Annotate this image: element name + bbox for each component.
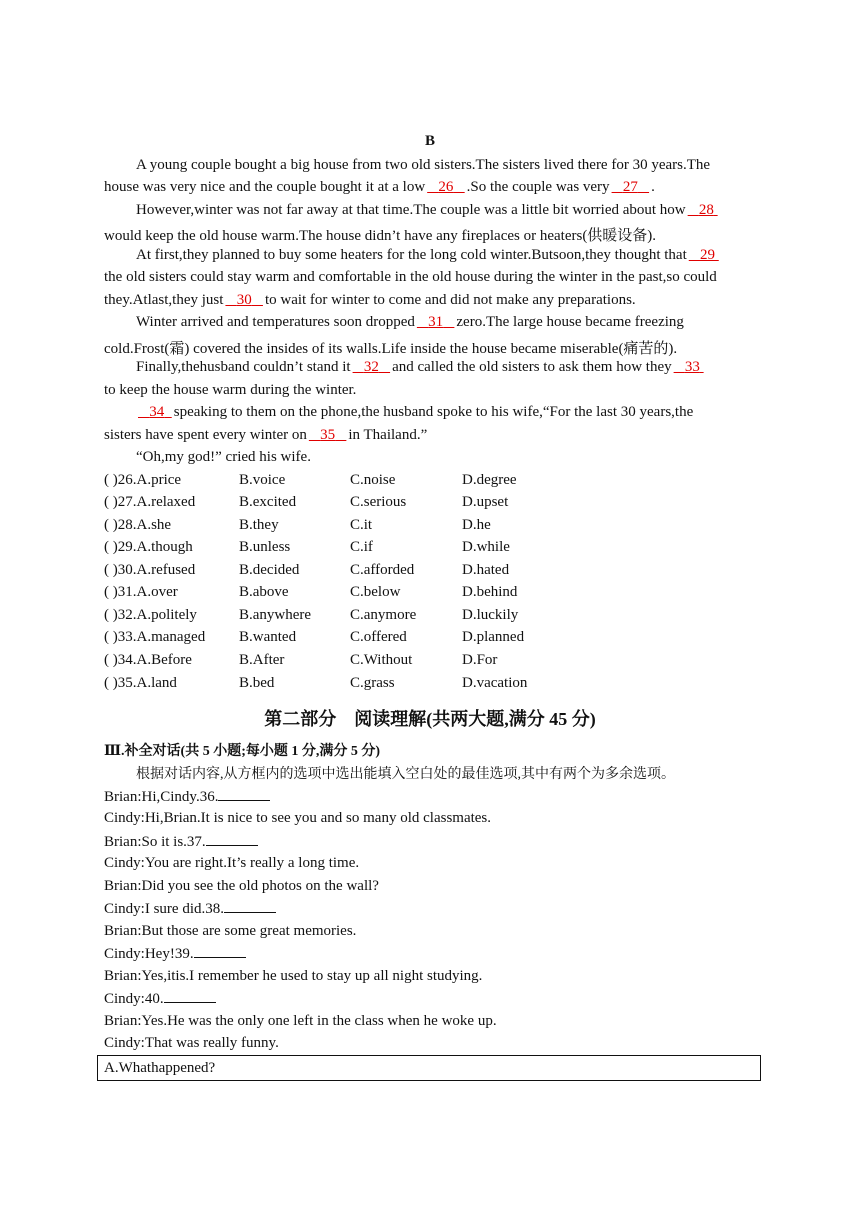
- passage-text: house was very nice and the couple bought it at a low: [104, 179, 426, 195]
- option-c: C.it: [350, 517, 373, 533]
- question-stem: ( )29.A.though: [104, 539, 193, 555]
- question-stem: ( )28.A.she: [104, 517, 172, 533]
- passage-text: sisters have spent every winter on: [104, 427, 307, 443]
- option-c: C.grass: [350, 675, 395, 691]
- dialog-line: Cindy:I sure did.38.: [104, 900, 276, 918]
- answer-blank-34: 34: [149, 404, 165, 420]
- option-d: D.behind: [462, 584, 518, 600]
- option-c: C.serious: [350, 494, 407, 510]
- dialog-line: Cindy:That was really funny.: [104, 1035, 279, 1051]
- dialog-line: Brian:So it is.37.: [104, 833, 258, 851]
- passage-line: [104, 292, 636, 309]
- option-d: D.For: [462, 652, 498, 668]
- question-stem: ( )30.A.refused: [104, 562, 196, 578]
- passage-line: [136, 202, 720, 219]
- section-instruction: 根据对话内容,从方框内的选项中选出能填入空白处的最佳选项,其中有两个为多余选项。: [136, 767, 675, 782]
- question-stem: ( )26.A.price: [104, 472, 182, 488]
- dialog-line: Cindy:You are right.It’s really a long time.: [104, 855, 360, 871]
- answer-blank-29: 29: [700, 247, 715, 263]
- option-a: A.Whathappened?: [104, 1060, 216, 1076]
- answer-blank-30: 30: [236, 292, 252, 308]
- passage-line: the old sisters could stay warm and comfortable in the old house during the winter in the past,so could: [104, 269, 717, 285]
- answer-blank-28: 28: [698, 202, 714, 218]
- option-d: D.hated: [462, 562, 510, 578]
- passage-text: .So the couple was very: [466, 179, 610, 195]
- option-d: D.luckily: [462, 607, 519, 623]
- option-d: D.he: [462, 517, 491, 533]
- passage-text: Winter arrived and temperatures soon dropped: [136, 314, 415, 330]
- passage-line: [136, 359, 706, 376]
- passage-title: B: [424, 133, 435, 149]
- question-stem: ( )31.A.over: [104, 584, 178, 600]
- option-b: B.they: [239, 517, 279, 533]
- passage-line: [136, 404, 693, 421]
- option-c: C.Without: [350, 652, 413, 668]
- option-c: C.afforded: [350, 562, 415, 578]
- passage-text: At first,they planned to buy some heaters for the long cold winter.Butsoon,they thought that: [136, 247, 687, 263]
- option-d: D.while: [462, 539, 510, 555]
- option-b: B.decided: [239, 562, 300, 578]
- answer-blank-35: 35: [320, 427, 336, 443]
- dialog-line: Cindy:40.: [104, 990, 216, 1008]
- dialog-line: Brian:Hi,Cindy.36.: [104, 788, 270, 806]
- option-b: B.anywhere: [239, 607, 312, 623]
- options-box: [97, 1055, 761, 1081]
- passage-line: “Oh,my god!” cried his wife.: [136, 449, 311, 465]
- answer-blank-32: 32: [363, 359, 379, 375]
- dialog-line: Brian:But those are some great memories.: [104, 923, 357, 939]
- option-c: C.noise: [350, 472, 396, 488]
- question-stem: ( )27.A.relaxed: [104, 494, 196, 510]
- answer-blank-26: 26: [438, 179, 454, 195]
- section-heading: Ⅲ.补全对话(共 5 小题;每小题 1 分,满分 5 分): [104, 744, 381, 759]
- dialog-line: Brian:Yes.He was the only one left in the class when he woke up.: [104, 1013, 497, 1029]
- dialog-line: Cindy:Hi,Brian.It is nice to see you and so many old classmates.: [104, 810, 492, 826]
- passage-text: .: [651, 179, 655, 195]
- passage-line: [136, 247, 721, 264]
- option-b: B.wanted: [239, 629, 297, 645]
- passage-line: [136, 314, 684, 331]
- option-d: D.degree: [462, 472, 517, 488]
- option-c: C.below: [350, 584, 401, 600]
- question-stem: ( )32.A.politely: [104, 607, 197, 623]
- option-b: B.excited: [239, 494, 297, 510]
- passage-text: and called the old sisters to ask them how they: [392, 359, 672, 375]
- passage-line: [104, 427, 427, 444]
- option-b: B.above: [239, 584, 289, 600]
- answer-blank-31: 31: [428, 314, 444, 330]
- passage-text: However,winter was not far away at that time.The couple was a little bit worried about how: [136, 202, 686, 218]
- passage-text: speaking to them on the phone,the husband spoke to his wife,“For the last 30 years,the: [173, 404, 694, 420]
- passage-line: [104, 179, 655, 196]
- passage-line: A young couple bought a big house from two old sisters.The sisters lived there for 30 years.The: [136, 157, 711, 173]
- passage-line: would keep the old house warm.The house didn’t have any fireplaces or heaters(供暖设备).: [104, 228, 657, 244]
- passage-line: to keep the house warm during the winter.: [104, 382, 357, 398]
- option-d: D.planned: [462, 629, 525, 645]
- option-b: B.After: [239, 652, 285, 668]
- passage-line: cold.Frost(霜) covered the insides of its walls.Life inside the house became miserable(痛苦的).: [104, 341, 678, 357]
- passage-text: zero.The large house became freezing: [456, 314, 684, 330]
- dialog-line: Cindy:Hey!39.: [104, 945, 246, 963]
- option-d: D.upset: [462, 494, 509, 510]
- passage-text: they.Atlast,they just: [104, 292, 224, 308]
- part-heading: 第二部分 阅读理解(共两大题,满分 45 分): [264, 709, 596, 729]
- dialog-line: Brian:Did you see the old photos on the wall?: [104, 878, 379, 894]
- option-b: B.unless: [239, 539, 291, 555]
- passage-text: in Thailand.”: [348, 427, 428, 443]
- option-c: C.offered: [350, 629, 407, 645]
- option-c: C.anymore: [350, 607, 417, 623]
- answer-blank-33: 33: [684, 359, 700, 375]
- dialog-line: Brian:Yes,itis.I remember he used to stay up all night studying.: [104, 968, 483, 984]
- passage-text: to wait for winter to come and did not make any preparations.: [264, 292, 636, 308]
- question-stem: ( )35.A.land: [104, 675, 177, 691]
- option-b: B.voice: [239, 472, 286, 488]
- question-stem: ( )33.A.managed: [104, 629, 206, 645]
- answer-blank-27: 27: [622, 179, 638, 195]
- option-b: B.bed: [239, 675, 275, 691]
- option-c: C.if: [350, 539, 373, 555]
- option-d: D.vacation: [462, 675, 528, 691]
- question-stem: ( )34.A.Before: [104, 652, 192, 668]
- passage-text: Finally,thehusband couldn’t stand it: [136, 359, 351, 375]
